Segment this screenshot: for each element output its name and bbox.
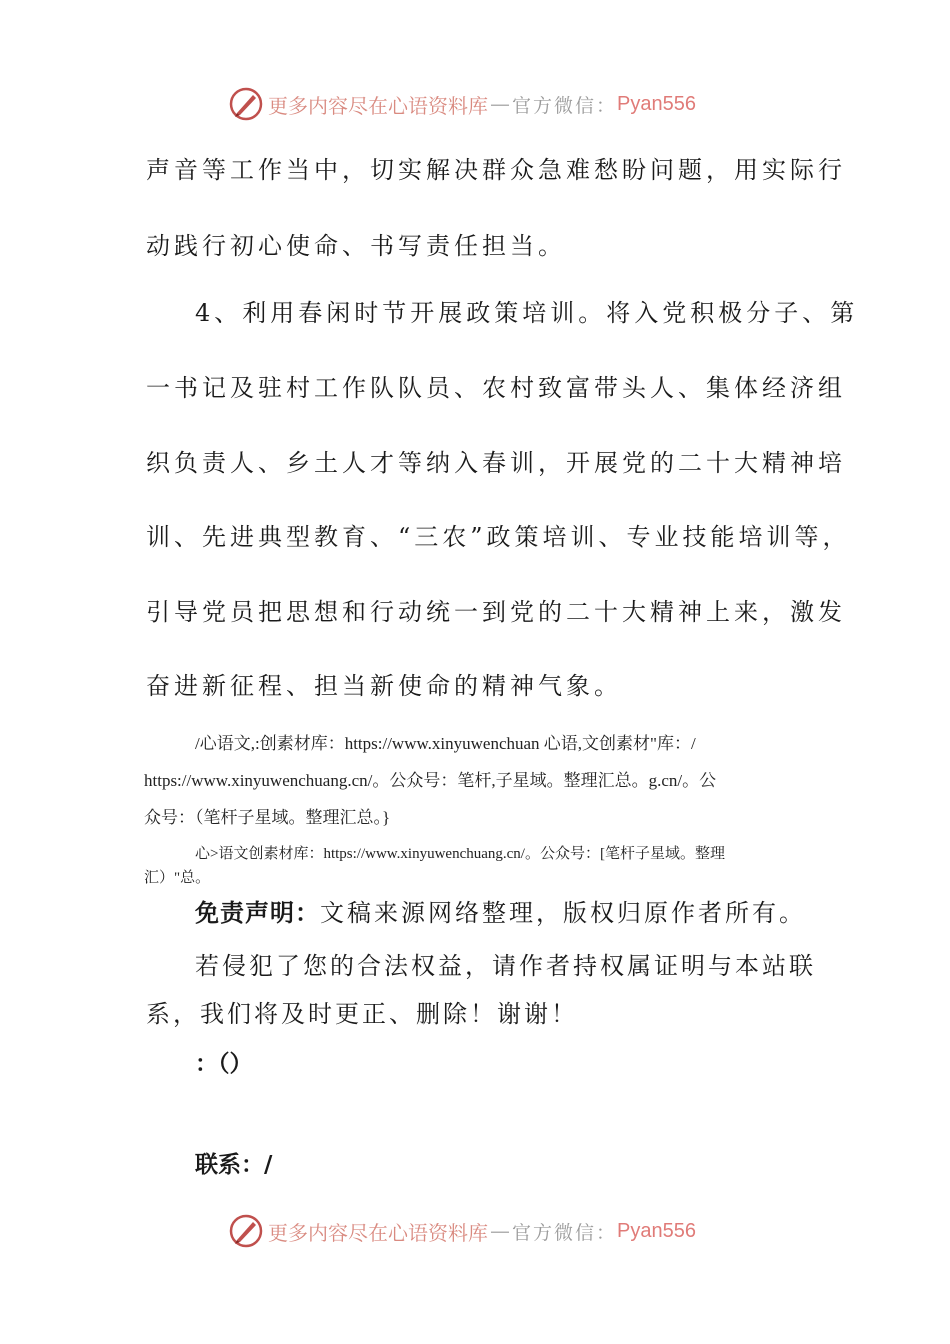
footer-banner: [228, 1211, 696, 1251]
body-line: 声音等工作当中，切实解决群众急难愁盼问题，用实际行: [146, 156, 846, 184]
disclaimer-line: 若侵犯了您的合法权益，请作者持权属证明与本站联: [195, 952, 816, 980]
source-note: /心语文,:创素材库：https://www.xinyuwenchuan 心语,文创素材"库：/: [195, 734, 696, 753]
disclaimer-text: 文稿来源网络整理，版权归原作者所有。: [320, 899, 806, 927]
banner-wechat-label: 官方微信：: [512, 1221, 618, 1244]
contact-line: 联系：/: [195, 1152, 273, 1178]
body-line: 一书记及驻村工作队队员、农村致富带头人、集体经济组: [146, 374, 846, 402]
disclaimer-paren: ：（）: [195, 1051, 253, 1077]
source-note-small: 汇）"总。: [144, 870, 211, 886]
body-line: 奋进新征程、担当新使命的精神气象。: [146, 672, 622, 700]
body-line: 训、先进典型教育、“三农”政策培训、专业技能培训等，: [146, 523, 851, 551]
pen-logo-icon: [228, 86, 264, 122]
body-line: 织负责人、乡土人才等纳入春训，开展党的二十大精神培: [146, 449, 846, 477]
banner-site-name: 更多内容尽在心语资料库: [268, 1220, 488, 1245]
body-line: 4、利用春闲时节开展政策培训。将入党积极分子、第: [195, 299, 859, 327]
pen-logo-icon: [228, 1213, 264, 1249]
body-line: 动践行初心使命、书写责任担当。: [146, 232, 566, 260]
source-note: 众号：（笔杆子星域。整理汇总。}: [144, 808, 391, 827]
banner-site-name: 更多内容尽在心语资料库: [268, 93, 488, 118]
disclaimer-label: 免责声明：: [195, 899, 320, 927]
disclaimer-line: 系，我们将及时更正、删除！谢谢！: [146, 1000, 578, 1028]
banner-wechat-id: Pyan556: [617, 92, 696, 115]
banner-dash: —: [490, 92, 510, 116]
banner-wechat-id: Pyan556: [617, 1219, 696, 1242]
header-banner: [228, 84, 696, 124]
body-line: 引导党员把思想和行动统一到党的二十大精神上来，激发: [146, 598, 846, 626]
source-note-small: 心>语文创素材库：https://www.xinyuwenchuang.cn/。公众号：[笔杆子星域。整理: [195, 846, 725, 862]
banner-wechat-label: 官方微信：: [512, 94, 618, 117]
disclaimer-line: [195, 898, 806, 928]
source-note: https://www.xinyuwenchuang.cn/。公众号：笔杆,子星域。整理汇总。g.cn/。公: [144, 771, 717, 790]
banner-dash: —: [490, 1219, 510, 1243]
